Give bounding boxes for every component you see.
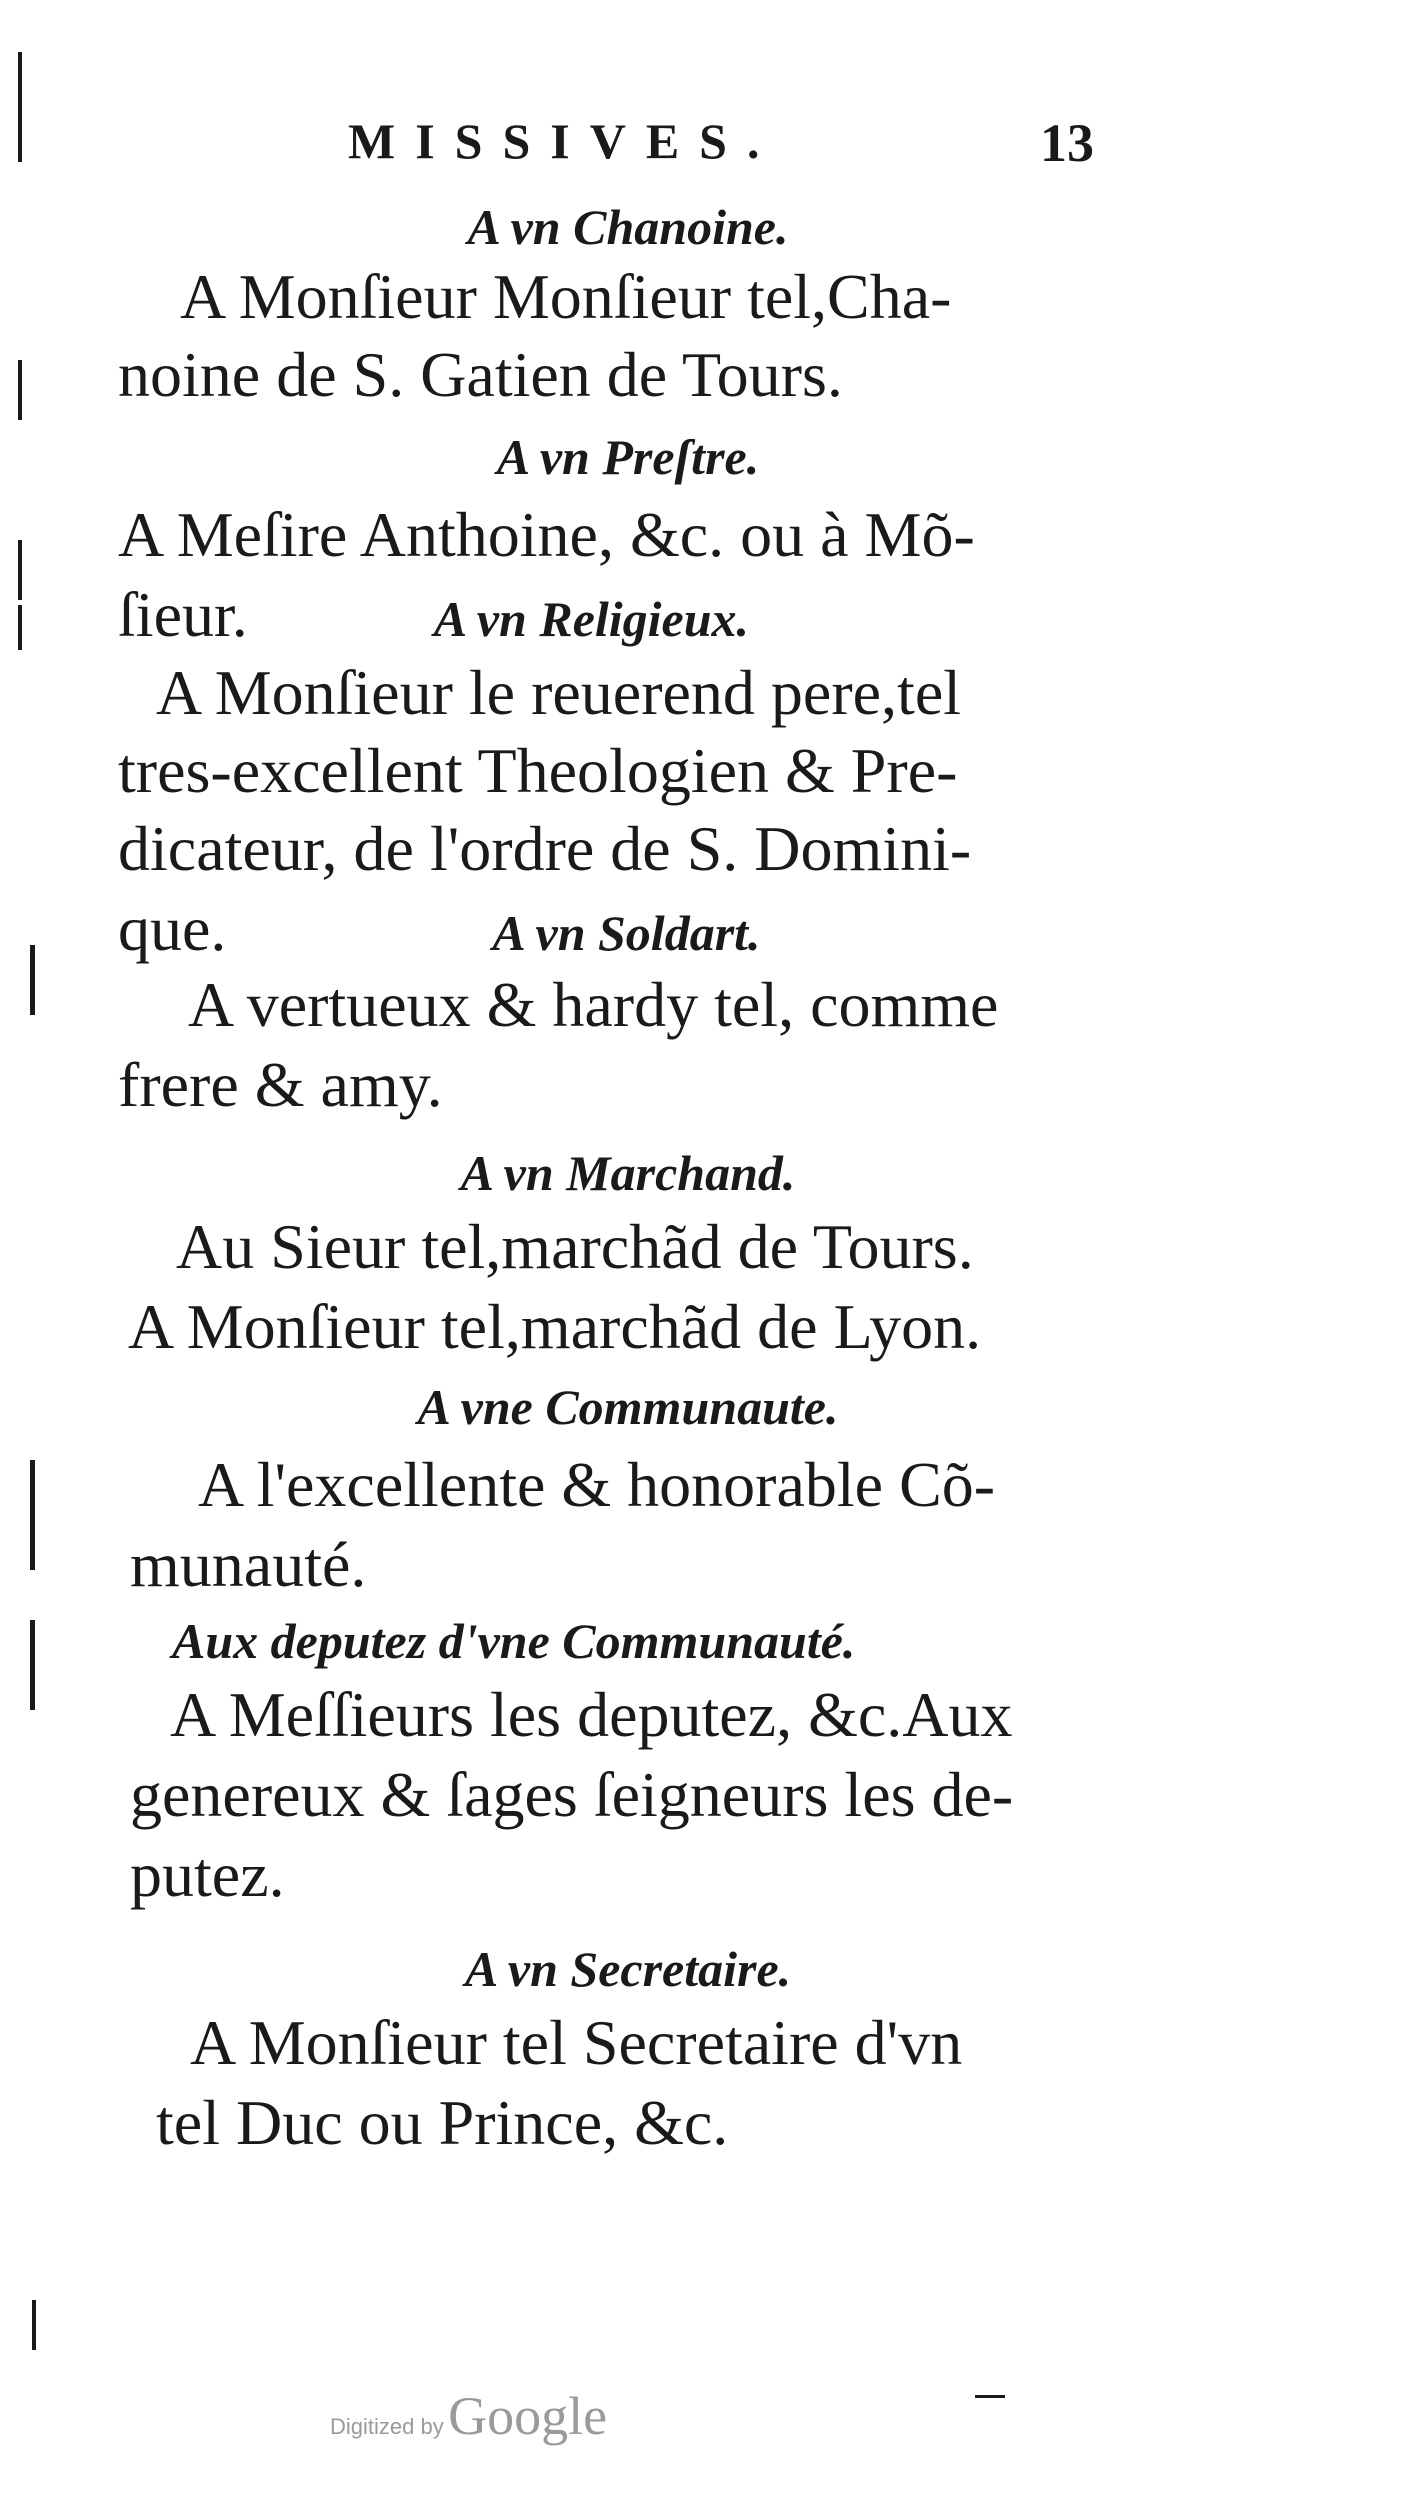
text-line: A Monſieur le reuerend pere,tel xyxy=(156,657,961,728)
text-line: A Meſſieurs les deputez, &c.Aux xyxy=(170,1679,1013,1750)
text-line: A vertueux & hardy tel, comme xyxy=(188,969,999,1040)
edge-stain xyxy=(30,1460,35,1570)
digitization-watermark xyxy=(330,2385,607,2447)
heading-communaute: A vne Communaute. xyxy=(417,1379,839,1435)
text-line: frere & amy. xyxy=(118,1049,443,1120)
edge-stain xyxy=(18,52,22,162)
edge-stain xyxy=(32,2300,36,2350)
text-line: A Monſieur tel,marchãd de Lyon. xyxy=(128,1291,982,1362)
edge-stain xyxy=(30,945,35,1015)
heading-marchand: A vn Marchand. xyxy=(460,1145,796,1201)
running-title: MISSIVES. xyxy=(348,113,780,169)
text-line: A Monſieur tel Secretaire d'vn xyxy=(190,2007,963,2078)
text-fragment: ſieur. xyxy=(118,579,248,650)
text-line: dicateur, de l'ordre de S. Domini- xyxy=(118,813,972,884)
heading-soldart: A vn Soldart. xyxy=(492,905,761,961)
edge-stain xyxy=(18,360,22,420)
text-line: tres-excellent Theologien & Pre- xyxy=(118,735,958,806)
text-line: Au Sieur tel,marchãd de Tours. xyxy=(176,1211,974,1282)
text-line: munauté. xyxy=(130,1529,367,1600)
text-line: A Meſire Anthoine, &c. ou à Mõ- xyxy=(118,499,975,570)
text-line xyxy=(118,576,1138,658)
text-line: putez. xyxy=(130,1839,285,1910)
digitized-label: Digitized by xyxy=(330,2414,444,2439)
text-line: A Monſieur Monſieur tel,Cha- xyxy=(180,261,952,332)
heading-prestre: A vn Preſtre. xyxy=(496,429,760,485)
heading-religieux: A vn Religieux. xyxy=(433,591,750,647)
text-line: tel Duc ou Prince, &c. xyxy=(156,2087,729,2158)
edge-stain xyxy=(18,540,22,600)
text-fragment: que. xyxy=(118,893,227,964)
page-header xyxy=(340,112,1140,182)
text-line: noine de S. Gatien de Tours. xyxy=(118,339,843,410)
google-logo: Google xyxy=(448,2386,608,2446)
heading-chanoine: A vn Chanoine. xyxy=(467,199,789,255)
ink-dash xyxy=(975,2395,1005,2398)
text-line xyxy=(118,890,1138,972)
page-number: 13 xyxy=(1040,113,1094,173)
heading-deputez: Aux deputez d'vne Communauté. xyxy=(172,1613,856,1669)
text-line: genereux & ſages ſeigneurs les de- xyxy=(130,1759,1014,1830)
heading-secretaire: A vn Secretaire. xyxy=(464,1941,792,1997)
edge-stain xyxy=(30,1620,35,1710)
text-line: A l'excellente & honorable Cõ- xyxy=(198,1449,996,1520)
edge-stain xyxy=(18,605,22,650)
